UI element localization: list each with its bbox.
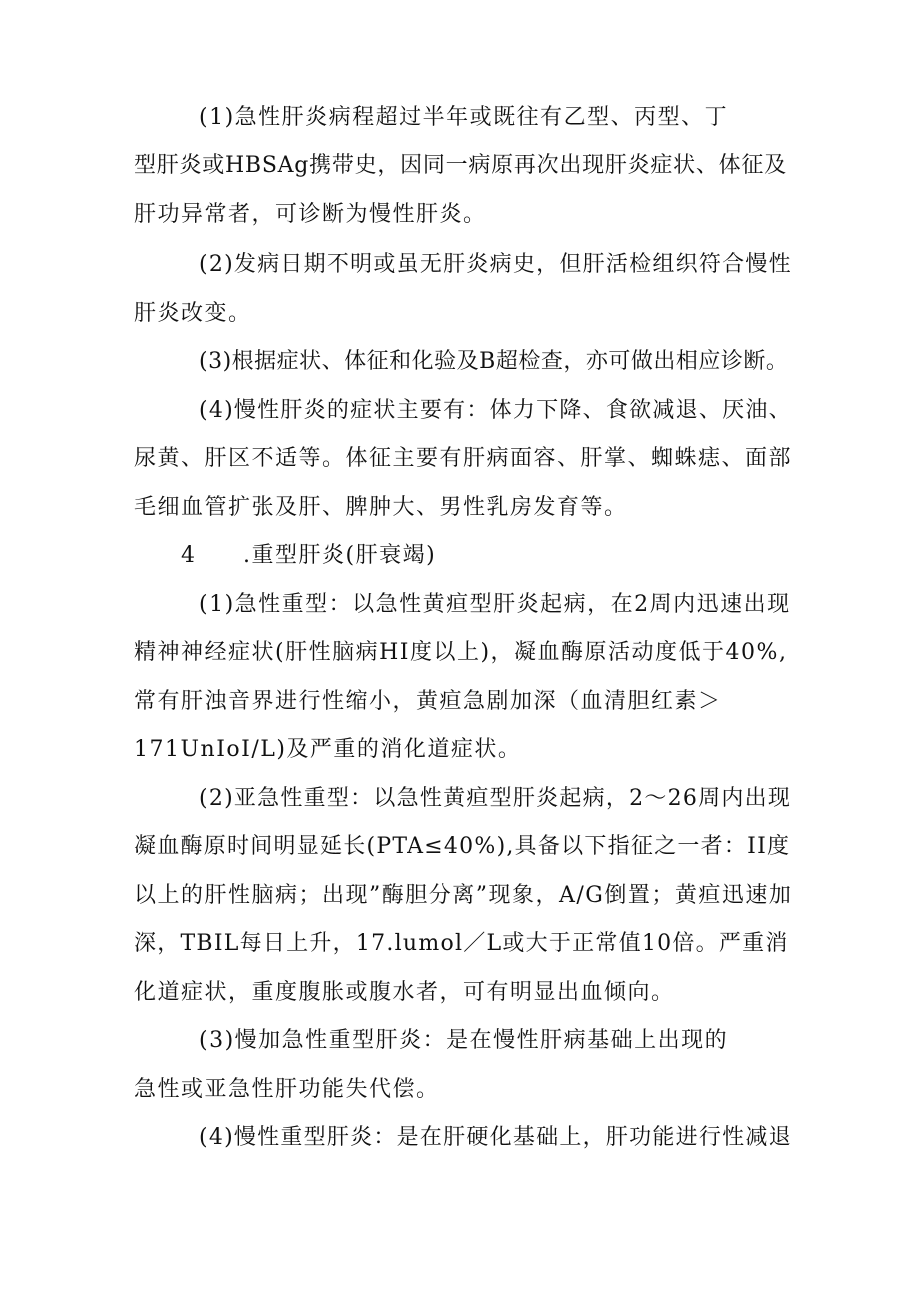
paragraph-line: 肝炎改变。 (134, 301, 252, 326)
paragraph-line: 以上的肝性脑病；出现”酶胆分离”现象，A/G倒置；黄疸迅速加 (134, 883, 793, 908)
paragraph-line: 凝血酶原时间明显延长(PTA≤40%),具备以下指征之一者：II度 (134, 834, 791, 859)
paragraph-line: 型肝炎或HBSAg携带史，因同一病原再次出现肝炎症状、体征及 (134, 153, 787, 178)
paragraph-line: (4)慢性重型肝炎：是在肝硬化基础上，肝功能进行性减退 (199, 1125, 792, 1150)
paragraph-line: (2)亚急性重型：以急性黄疸型肝炎起病，2～26周内出现 (199, 786, 792, 811)
paragraph-line: (1)急性肝炎病程超过半年或既往有乙型、丙型、丁 (199, 105, 729, 130)
paragraph-line: 毛细血管扩张及肝、脾肿大、男性乳房发育等。 (134, 495, 628, 520)
paragraph-line: (3)根据症状、体征和化验及B超检查，亦可做出相应诊断。 (199, 349, 789, 374)
section-number: 4 (181, 543, 197, 568)
paragraph-line: 急性或亚急性肝功能失代偿。 (134, 1077, 440, 1102)
paragraph-line: (3)慢加急性重型肝炎：是在慢性肝病基础上出现的 (199, 1028, 729, 1053)
paragraph-line: 尿黄、肝区不适等。体征主要有肝病面容、肝掌、蜘蛛痣、面部 (134, 446, 793, 471)
paragraph-line: 深，TBIL每日上升，17.lumol／L或大于正常值10倍。严重消 (134, 931, 789, 956)
section-heading (181, 540, 436, 572)
paragraph-line: (1)急性重型：以急性黄疸型肝炎起病，在2周内迅速出现 (199, 592, 791, 617)
paragraph-line: 常有肝浊音界进行性缩小，黄疸急剧加深（血清胆红素＞ (134, 689, 722, 714)
paragraph-line: 精神神经症状(肝性脑病HI度以上)，凝血酶原活动度低于40%, (134, 640, 788, 665)
paragraph-line: 肝功异常者，可诊断为慢性肝炎。 (134, 202, 487, 227)
paragraph-line: 171UnIoI/L)及严重的消化道症状。 (134, 737, 522, 762)
paragraph-line: 化道症状，重度腹胀或腹水者，可有明显出血倾向。 (134, 980, 675, 1005)
paragraph-line: (4)慢性肝炎的症状主要有：体力下降、食欲减退、厌油、 (199, 398, 792, 423)
paragraph-line: (2)发病日期不明或虽无肝炎病史，但肝活检组织符合慢性 (199, 252, 792, 277)
section-title: .重型肝炎(肝衰竭) (243, 543, 437, 568)
